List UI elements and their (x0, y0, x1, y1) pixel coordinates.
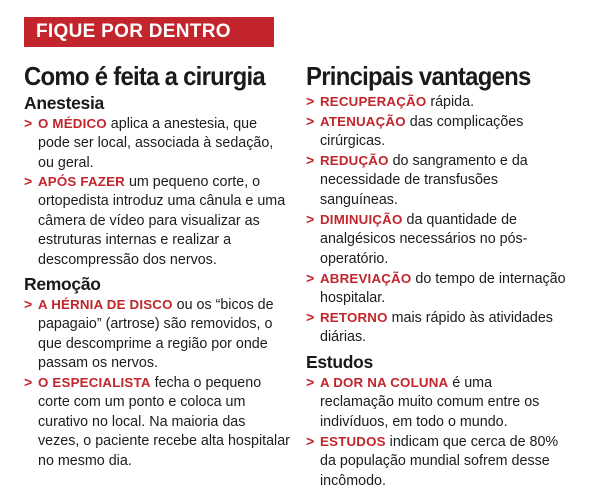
list-item: > REDUÇÃO do sangramento e da necessidade de transfusões sanguíneas. (306, 152, 528, 208)
right-title: Principais vantagens (306, 61, 531, 91)
list-item: > RETORNO mais rápido às atividades diárias. (306, 309, 553, 346)
arrow-icon: > (306, 374, 315, 390)
left-column (24, 60, 290, 471)
arrow-icon: > (306, 152, 315, 168)
arrow-icon: > (24, 115, 33, 131)
arrow-icon: > (24, 296, 33, 312)
list-item: > DIMINUIÇÃO da quantidade de analgésicos necessários no pós-operatório. (306, 211, 528, 267)
list-item: > RECUPERAÇÃO rápida. (306, 93, 475, 110)
arrow-icon: > (24, 374, 33, 390)
list-item: > O MÉDICO aplica a anestesia, que pode ser local, associada à sedação, ou geral. (24, 115, 274, 171)
list-item: > A DOR NA COLUNA é uma reclamação muito comum entre os indivíduos, em todo o mundo. (306, 374, 540, 430)
arrow-icon: > (306, 113, 315, 129)
section-heading-remocao: Remoção (24, 274, 101, 294)
arrow-icon: > (306, 211, 315, 227)
right-column (306, 60, 568, 491)
arrow-icon: > (306, 433, 315, 449)
arrow-icon: > (306, 270, 315, 286)
arrow-icon: > (306, 93, 315, 109)
list-item: > ESTUDOS indicam que cerca de 80% da população mundial sofrem desse incômodo. (306, 433, 559, 489)
section-tag: FIQUE POR DENTRO (24, 17, 274, 47)
arrow-icon: > (306, 309, 315, 325)
list-item: > A HÉRNIA DE DISCO ou os “bicos de papagaio” (artrose) são removidos, o que descomprime a região por onde passam os nervos. (24, 296, 274, 372)
list-item: > ATENUAÇÃO das complicações cirúrgicas. (306, 113, 524, 150)
left-title: Como é feita a cirurgia (24, 61, 265, 91)
list-item: > ABREVIAÇÃO do tempo de internação hospitalar. (306, 270, 566, 307)
list-item: > O ESPECIALISTA fecha o pequeno corte com um ponto e coloca um curativo no local. Na maioria das vezes, o paciente recebe alta hospitalar no mesmo dia. (24, 374, 290, 469)
section-heading-estudos: Estudos (306, 352, 373, 372)
arrow-icon: > (24, 173, 33, 189)
list-item: > APÓS FAZER um pequeno corte, o ortopedista introduz uma cânula e uma câmera de vídeo para visualizar as estruturas internas e realizar a descompressão dos nervos. (24, 173, 286, 268)
section-heading-anestesia: Anestesia (24, 93, 104, 113)
